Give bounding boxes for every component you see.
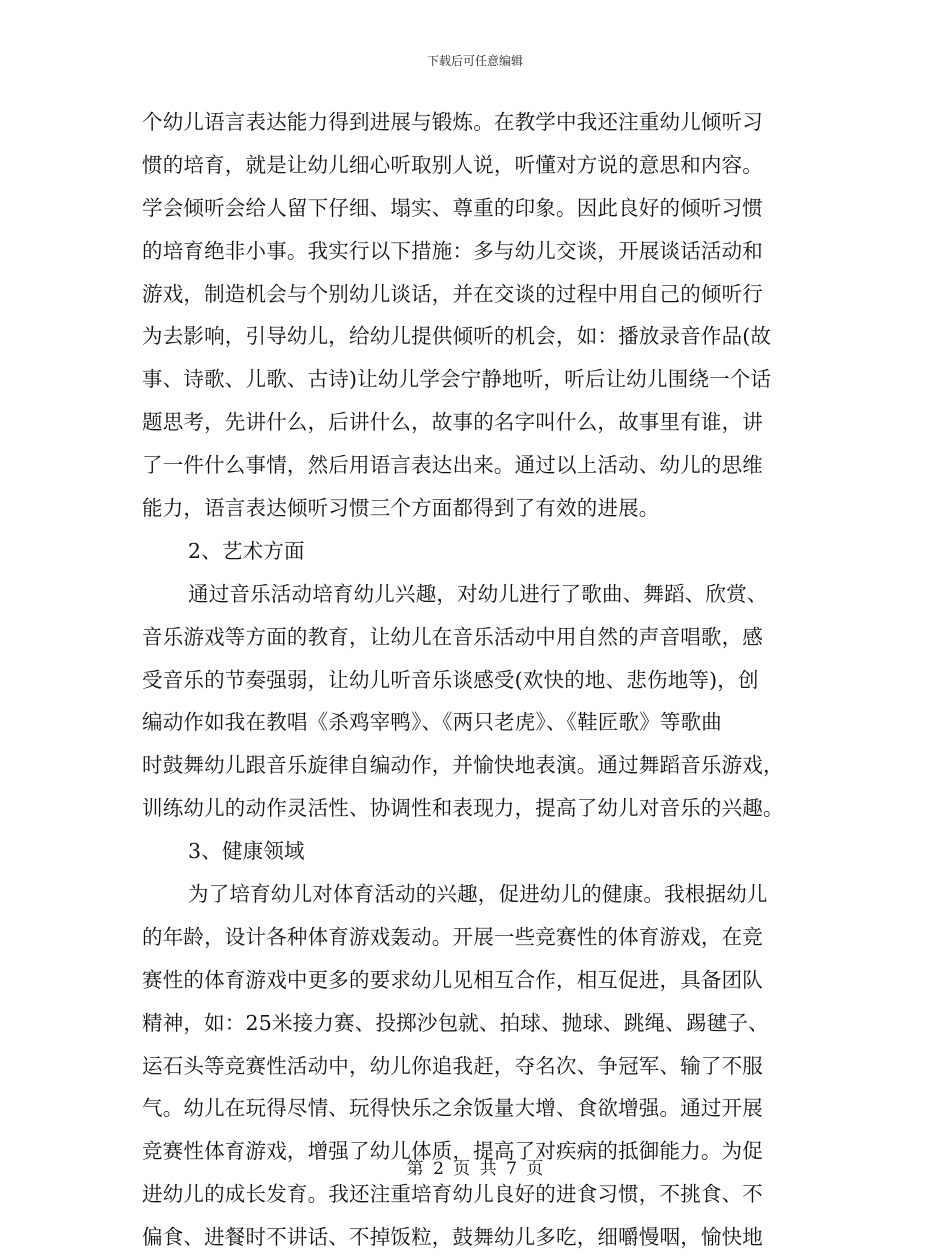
text-line: 事、诗歌、儿歌、古诗)让幼儿学会宁静地听，听后让幼儿围绕一个话 xyxy=(142,367,772,392)
text-line: 惯的培育，就是让幼儿细心听取别人说，听懂对方说的意思和内容。 xyxy=(142,152,763,177)
text-line: 运石头等竞赛性活动中，幼儿你追我赶，夺名次、争冠军、输了不服 xyxy=(142,1053,763,1078)
text-line: 个幼儿语言表达能力得到进展与锻炼。在教学中我还注重幼儿倾听习 xyxy=(142,110,763,134)
text-line: 受音乐的节奏强弱，让幼儿听音乐谈感受(欢快的地、悲伤地等)，创 xyxy=(142,667,759,692)
text-line: 的年龄，设计各种体育游戏轰动。开展一些竞赛性的体育游戏，在竞 xyxy=(142,924,763,949)
text-line: 学会倾听会给人留下仔细、塌实、尊重的印象。因此良好的倾听习惯 xyxy=(142,195,763,220)
text-line: 通过音乐活动培育幼儿兴趣，对幼儿进行了歌曲、舞蹈、欣赏、 xyxy=(188,581,768,606)
text-line: 偏食、进餐时不讲话、不掉饭粒，鼓舞幼儿多吃，细嚼慢咽，愉快地 xyxy=(142,1225,763,1250)
document-body xyxy=(142,101,812,1259)
text-line: 3、健康领域 xyxy=(188,839,305,864)
text-line: 音乐游戏等方面的教育，让幼儿在音乐活动中用自然的声音唱歌，感 xyxy=(142,624,763,649)
text-line: 时鼓舞幼儿跟音乐旋律自编动作，并愉快地表演。通过舞蹈音乐游戏， xyxy=(142,753,784,778)
text-line: 精神，如：25米接力赛、投掷沙包就、拍球、抛球、跳绳、踢毽子、 xyxy=(142,1010,769,1035)
text-line: 为了培育幼儿对体育活动的兴趣，促进幼儿的健康。我根据幼儿 xyxy=(188,882,768,907)
text-line: 竞赛性体育游戏，增强了幼儿体质，提高了对疾病的抵御能力。为促 xyxy=(142,1139,763,1164)
page-header: 下载后可任意编辑 xyxy=(426,54,523,68)
text-line: 能力，语言表达倾听习惯三个方面都得到了有效的进展。 xyxy=(142,496,660,521)
text-line: 进幼儿的成长发育。我还注重培育幼儿良好的进食习惯，不挑食、不 xyxy=(142,1182,763,1207)
text-line: 训练幼儿的动作灵活性、协调性和表现力，提高了幼儿对音乐的兴趣。 xyxy=(142,796,784,821)
text-line: 2、艺术方面 xyxy=(188,538,305,563)
page-footer: 第 2 页 共 7 页 xyxy=(406,1159,544,1179)
text-line: 气。幼儿在玩得尽情、玩得快乐之余饭量大增、食欲增强。通过开展 xyxy=(142,1096,763,1121)
text-line: 的培育绝非小事。我实行以下措施：多与幼儿交谈，开展谈话活动和 xyxy=(142,238,763,263)
text-line: 题思考，先讲什么，后讲什么，故事的名字叫什么，故事里有谁，讲 xyxy=(142,410,763,435)
text-line: 游戏，制造机会与个别幼儿谈话，并在交谈的过程中用自己的倾听行 xyxy=(142,281,763,306)
text-line: 赛性的体育游戏中更多的要求幼儿见相互合作，相互促进，具备团队 xyxy=(142,967,763,992)
text-line: 为去影响，引导幼儿，给幼儿提供倾听的机会，如：播放录音作品(故 xyxy=(142,324,772,349)
text-line: 了一件什么事情，然后用语言表达出来。通过以上活动、幼儿的思维 xyxy=(142,453,763,478)
text-line: 编动作如我在教唱《杀鸡宰鸭》、《两只老虎》、《鞋匠歌》等歌曲 xyxy=(142,710,722,735)
